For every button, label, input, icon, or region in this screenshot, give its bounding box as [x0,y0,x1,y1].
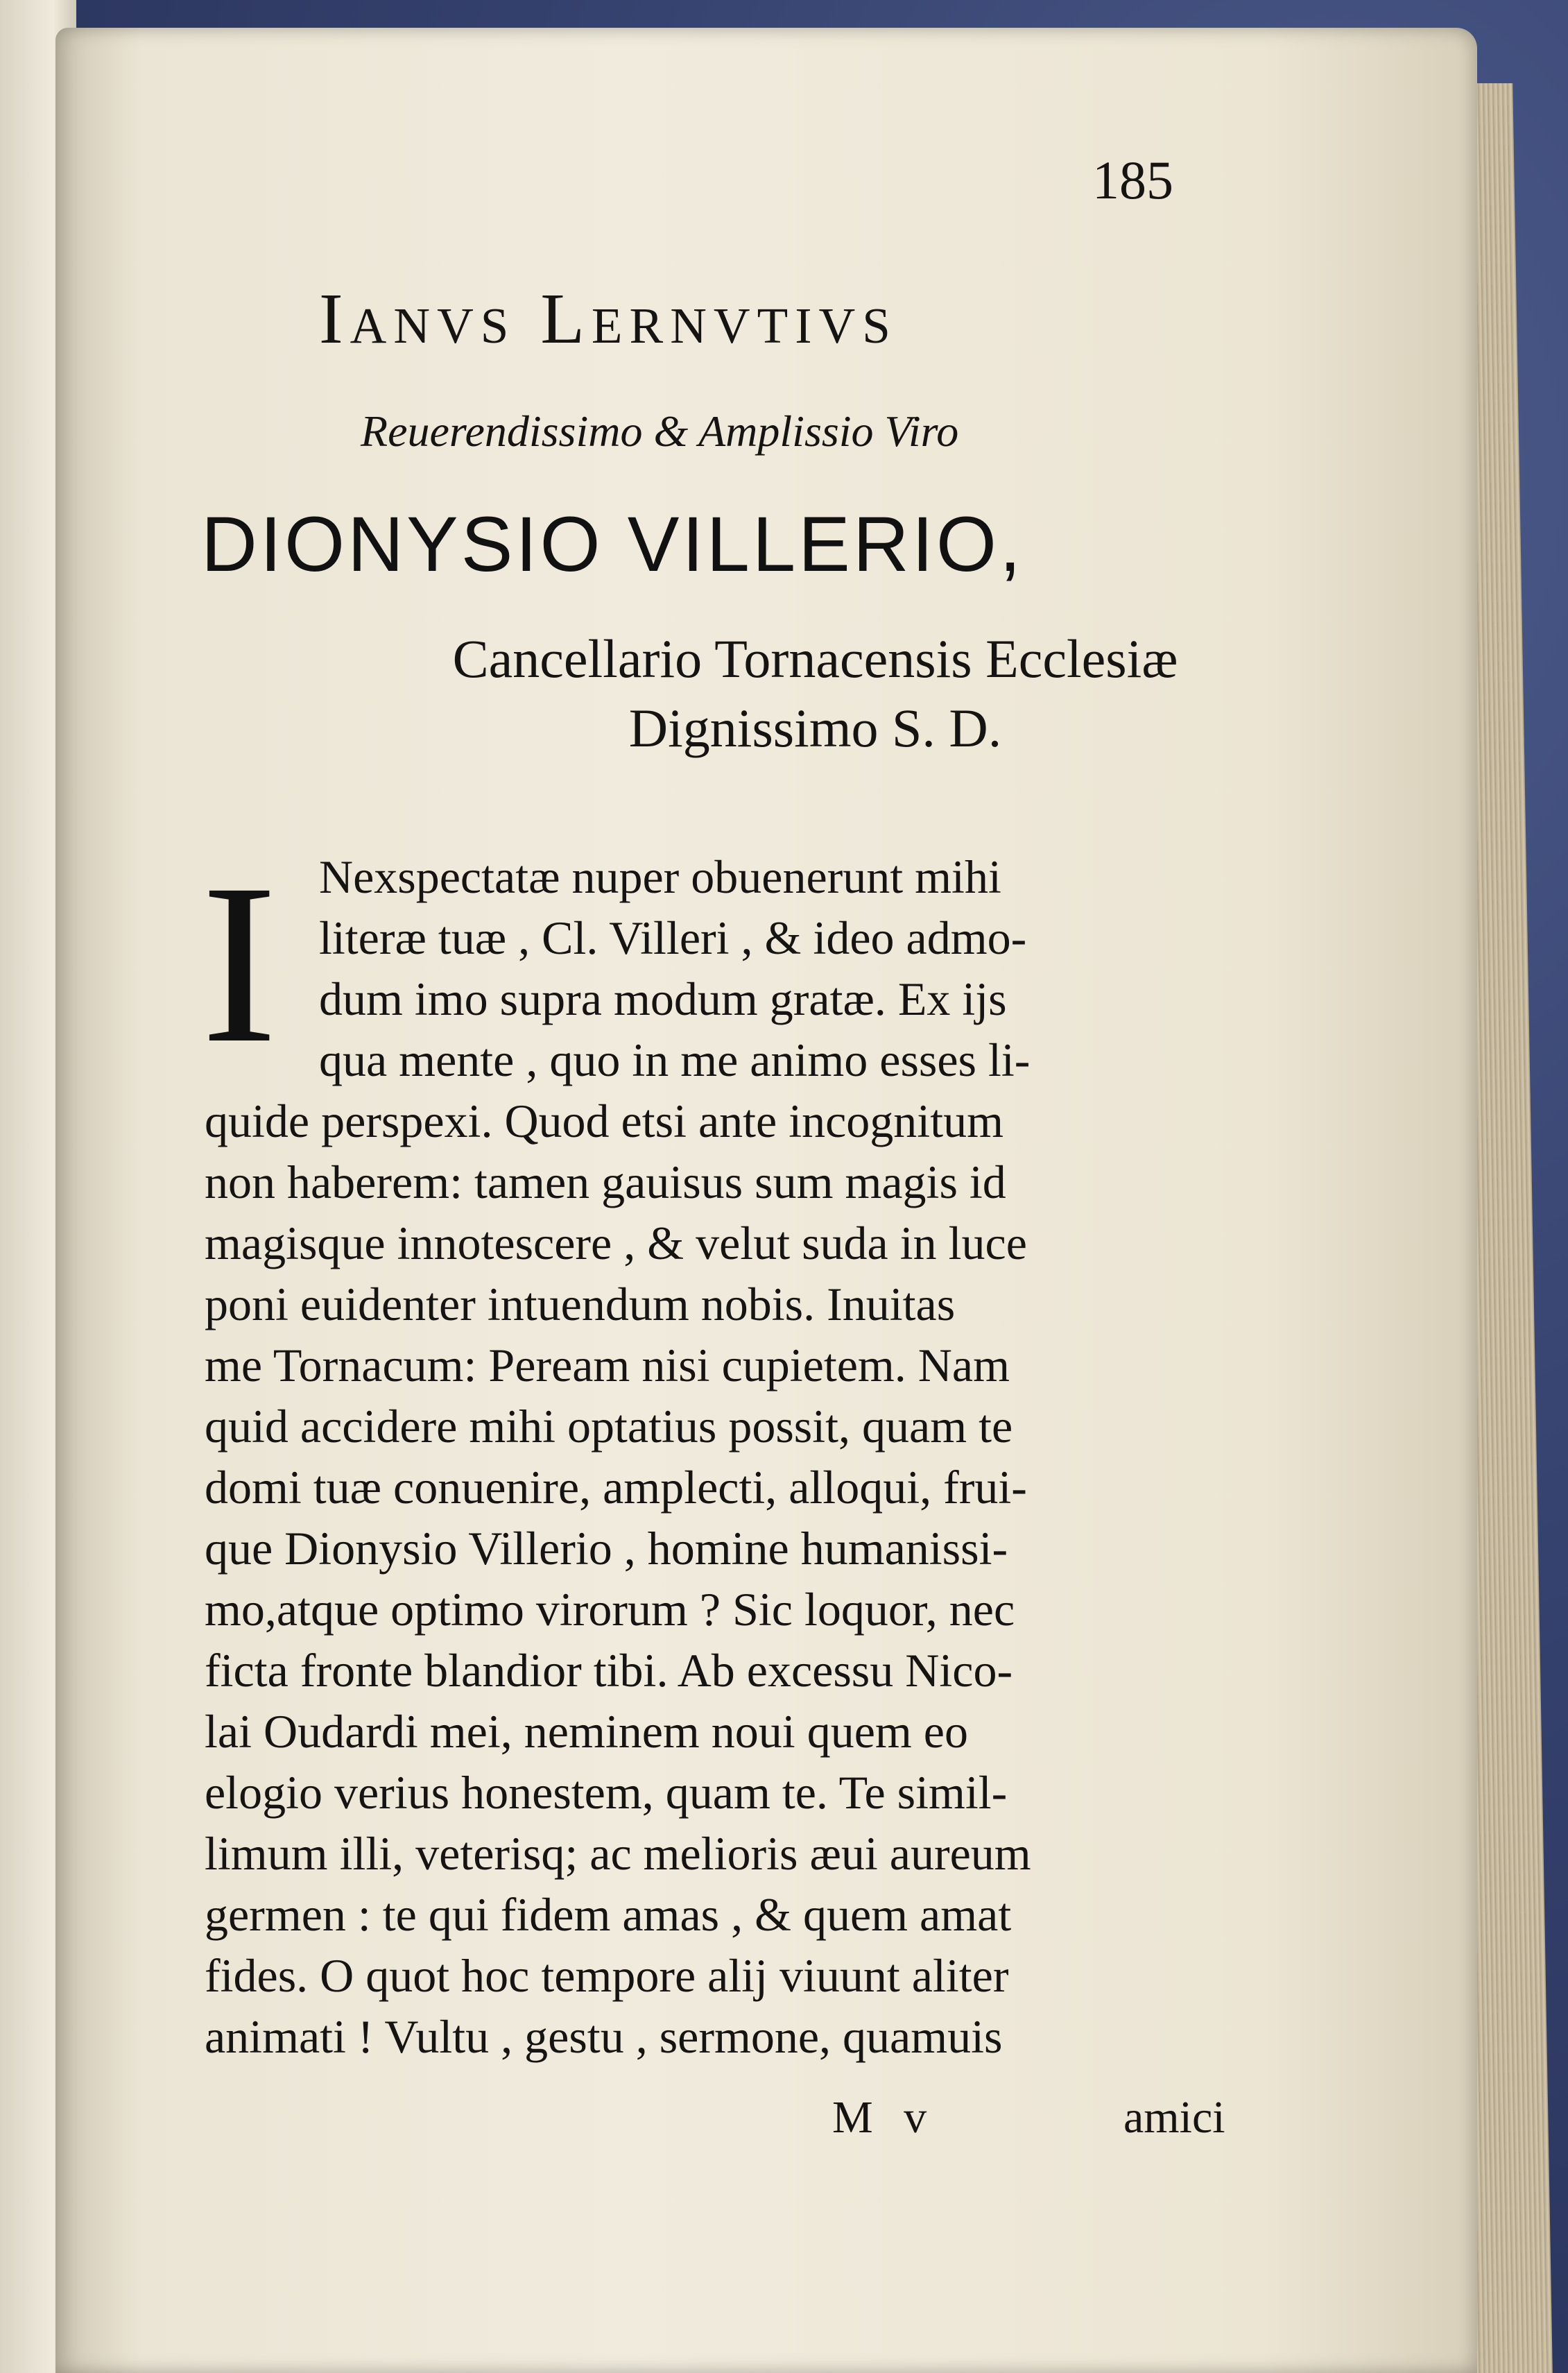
body-line: Nexspectatæ nuper obuenerunt mihi [319,850,1001,903]
body-line: germen : te qui fidem amas , & quem amat [205,1888,1012,1941]
author-heading: Ianvs Lernvtivs [319,279,897,359]
body-line: magisque innotescere , & velut suda in luce [205,1217,1027,1269]
body-line: poni euidenter intuendum nobis. Inuitas [205,1278,956,1330]
body-line: domi tuæ conuenire, amplecti, alloqui, frui- [205,1461,1027,1514]
body-line: que Dionysio Villerio , homine humanissi- [205,1522,1008,1575]
recipient-title-line-1: Cancellario Tornacensis Ecclesiæ [452,628,1178,689]
body-line: fides. O quot hoc tempore alij viuunt aliter [205,1949,1009,2002]
dedication-line: Reuerendissimo & Amplissio Viro [361,406,959,456]
drop-cap: I [201,837,277,1090]
body-line: elogio verius honestem, quam te. Te simil- [205,1766,1008,1819]
recipient-name: DIONYSIO VILLERIO, [201,501,1024,588]
signature-mark: M v [832,2092,937,2143]
body-line: animati ! Vultu , gestu , sermone, quamuis [205,2010,1003,2063]
body-line: lai Oudardi mei, neminem noui quem eo [205,1705,968,1758]
body-line: mo,atque optimo virorum ? Sic loquor, nec [205,1583,1015,1636]
body-line: me Tornacum: Peream nisi cupietem. Nam [205,1339,1010,1391]
body-line: ficta fronte blandior tibi. Ab excessu Nico- [205,1644,1013,1697]
body-line: qua mente , quo in me animo esses li- [319,1034,1031,1086]
body-line: dum imo supra modum gratæ. Ex ijs [319,973,1007,1025]
body-line: limum illi, veterisq; ac melioris æui aureum [205,1827,1031,1880]
body-line: non haberem: tamen gauisus sum magis id [205,1156,1006,1208]
catchword: amici [1123,2092,1225,2143]
body-line: literæ tuæ , Cl. Villeri , & ideo admo- [319,911,1027,964]
body-line: quide perspexi. Quod etsi ante incognitum [205,1095,1003,1147]
recipient-title-line-2: Dignissimo S. D. [628,698,1002,758]
body-line: quid accidere mihi optatius possit, quam te [205,1400,1013,1453]
page-number: 185 [1092,150,1173,210]
